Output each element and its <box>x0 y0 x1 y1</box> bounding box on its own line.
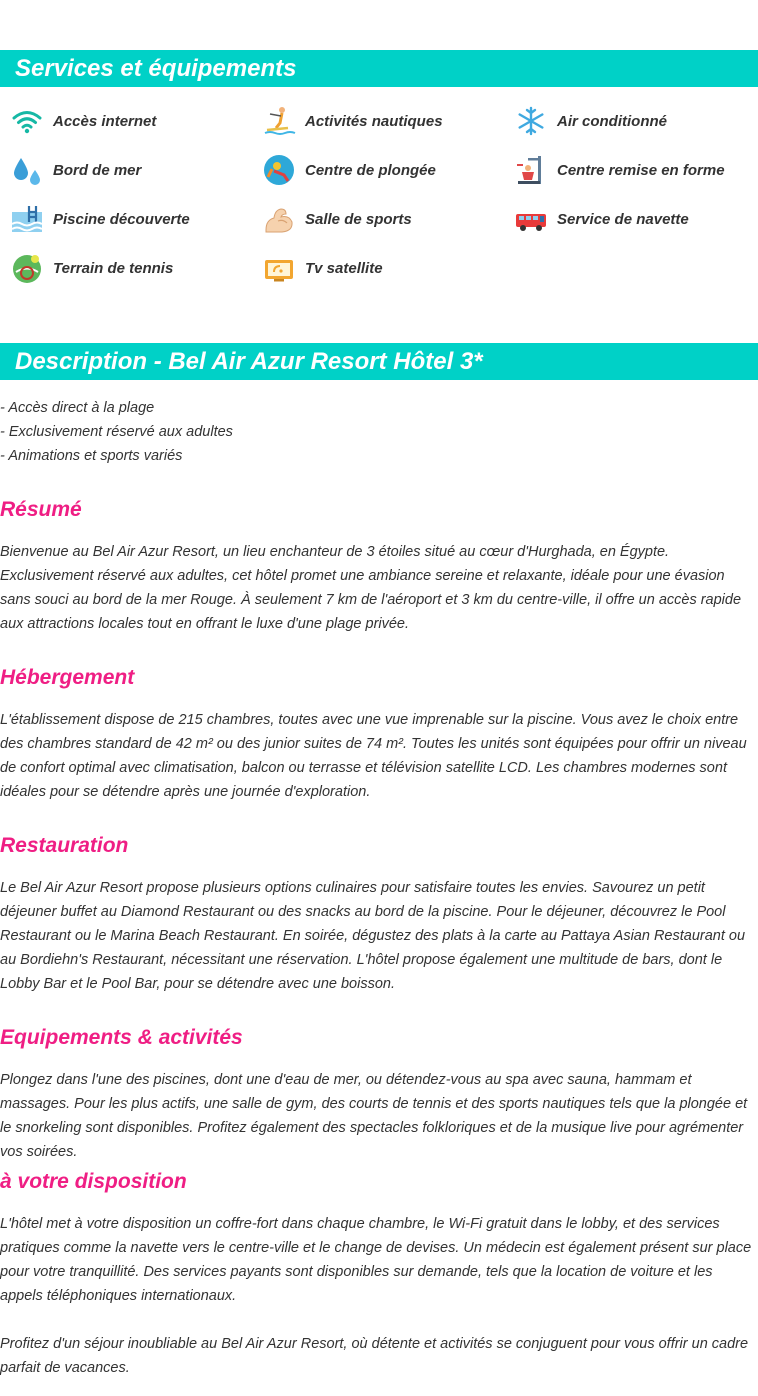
amenity-diving <box>262 153 436 187</box>
amenity-internet <box>10 104 156 138</box>
amenity-label: Activités nautiques <box>305 112 443 130</box>
amenity-label: Centre de plongée <box>305 161 436 179</box>
amenity-pool <box>10 202 190 236</box>
section-heading-disposition: à votre disposition <box>0 1170 187 1193</box>
section-text-disposition: L'hôtel met à votre disposition un coffre-fort dans chaque chambre, le Wi-Fi gratuit dans le lobby, et des services pratiques comme la navette vers le centre-ville et le change de devises. Un médecin est également présent sur place pour votre tranquillité. Des services payants sont disponibles sur demande, tels que la location de voiture et les appels téléphoniques internationaux. <box>0 1216 752 1304</box>
amenity-label: Air conditionné <box>557 112 667 130</box>
amenity-nautical <box>262 104 443 138</box>
section-heading-hebergement: Hébergement <box>0 666 135 689</box>
amenity-fitness <box>514 153 725 187</box>
section-text-hebergement: L'établissement dispose de 215 chambres, toutes avec une vue imprenable sur la piscine. Vous avez le choix entre des chambres standard de 42 m² ou des junior suites de 74 m². Toutes les unités sont équipées pour offrir un niveau de confort optimal avec climatisation, balcon ou terrasse et télévision satellite LCD. Les chambres modernes sont idéales pour se détendre après une journée d'exploration. <box>0 712 747 800</box>
satellite-tv-icon <box>262 251 296 285</box>
section-text-equipements: Plongez dans l'une des piscines, dont une d'eau de mer, ou détendez-vous au spa avec sauna, hammam et massages. Pour les plus actifs, une salle de gym, des courts de tennis et des sports nautiques tels que la plongée et le snorkeling sont disponibles. Profitez également des spectacles folkloriques et de la musique live pour agrémenter vos soirées. <box>0 1072 748 1160</box>
amenity-label: Centre remise en forme <box>557 161 725 179</box>
section-heading-resume: Résumé <box>0 498 82 521</box>
section-heading-equipements: Equipements & activités <box>0 1026 243 1049</box>
section-text-restauration: Le Bel Air Azur Resort propose plusieurs options culinaires pour satisfaire toutes les envies. Savourez un petit déjeuner buffet au Diamond Restaurant ou des snacks au bord de la piscine. Pour le déjeuner, découvrez le Pool Restaurant ou le Marina Beach Restaurant. En soirée, dégustez des plats à la carte au Pattaya Asian Restaurant ou au Bordiehn's Restaurant, nécessitant une réservation. L'hôtel propose également une multitude de bars, dont le Lobby Bar et le Pool Bar, pour se détendre avec une boisson. <box>0 880 746 992</box>
section-text-resume: Bienvenue au Bel Air Azur Resort, un lieu enchanteur de 3 étoiles situé au cœur d'Hurghada, en Égypte. Exclusivement réservé aux adultes, cet hôtel promet une ambiance sereine et relaxante, idéale pour une évasion sans souci au bord de la mer Rouge. À seulement 7 km de l'aéroport et 3 km du centre-ville, il offre un accès rapide aux attractions locales tout en offrant le luxe d'une plage privée. <box>0 544 742 632</box>
wifi-icon <box>10 104 44 138</box>
description-banner <box>0 343 758 380</box>
services-banner <box>0 50 758 87</box>
fitness-icon <box>514 153 548 187</box>
amenity-shuttle <box>514 202 689 236</box>
section-heading-restauration: Restauration <box>0 834 129 857</box>
shuttle-bus-icon <box>514 202 548 236</box>
water-ski-icon <box>262 104 296 138</box>
amenity-gym <box>262 202 412 236</box>
amenity-seaside <box>10 153 141 187</box>
closing-text: Profitez d'un séjour inoubliable au Bel Air Azur Resort, où détente et activités se conjuguent pour vous offrir un cadre parfait de vacances. <box>0 1336 749 1376</box>
diver-icon <box>262 153 296 187</box>
amenity-label: Service de navette <box>557 210 689 228</box>
description-title: Description - Bel Air Azur Resort Hôtel 3* <box>15 348 483 375</box>
amenity-tennis <box>10 251 173 285</box>
amenity-label: Terrain de tennis <box>53 259 174 277</box>
amenity-label: Accès internet <box>53 112 157 130</box>
tennis-icon <box>10 251 44 285</box>
amenity-label: Piscine découverte <box>53 210 190 228</box>
water-drops-icon <box>10 153 44 187</box>
highlight-item: - Animations et sports variés <box>0 448 183 464</box>
muscle-arm-icon <box>262 202 296 236</box>
amenity-label: Tv satellite <box>305 259 383 277</box>
amenity-label: Bord de mer <box>53 161 142 179</box>
amenity-tv <box>262 251 383 285</box>
highlight-item: - Exclusivement réservé aux adultes <box>0 424 233 440</box>
amenity-label: Salle de sports <box>305 210 412 228</box>
highlight-item: - Accès direct à la plage <box>0 400 155 416</box>
snowflake-icon <box>514 104 548 138</box>
pool-icon <box>10 202 44 236</box>
highlights-list <box>0 396 233 468</box>
services-title: Services et équipements <box>15 55 297 82</box>
amenity-aircon <box>514 104 667 138</box>
